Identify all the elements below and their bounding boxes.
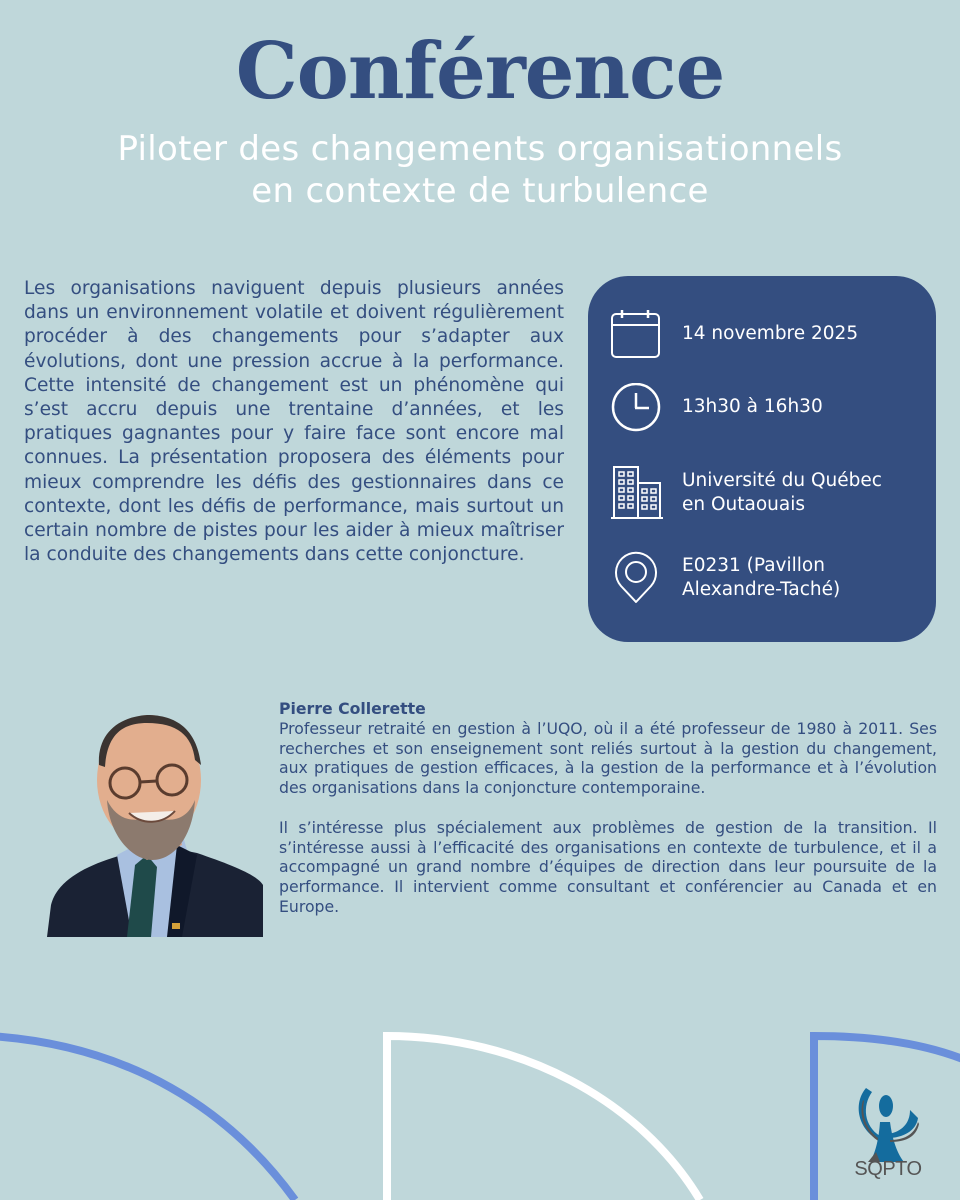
logo-head	[879, 1095, 893, 1117]
event-date: 14 novembre 2025	[682, 323, 859, 344]
building-icon	[610, 465, 664, 521]
subtitle-line-2: en contexte de turbulence	[251, 171, 709, 211]
speaker-photo	[47, 705, 263, 937]
subtitle-line-1: Piloter des changements organisationnels	[117, 129, 843, 169]
bio-paragraph-2: Il s’intéresse plus spécialement aux problèmes de gestion de la transition. Il s’intéresse aussi à l’efficacité des organisations en contexte de turbulence, et il a accompagné un grand nombre d’équipes de direction dans leur poursuite de la performance. Il intervient comme consultant et conférencier au Canada et en Europe.	[279, 817, 937, 916]
speaker-bio	[279, 699, 937, 917]
event-subtitle	[0, 128, 960, 212]
calendar-icon	[610, 310, 662, 360]
room-line-1: E0231 (Pavillon	[682, 555, 825, 576]
center-white-arc	[387, 1036, 700, 1200]
event-time: 13h30 à 16h30	[682, 396, 823, 417]
event-room	[682, 554, 932, 602]
speaker-name: Pierre Collerette	[279, 699, 426, 718]
event-description: Les organisations naviguent depuis plusieurs années dans un environnement volatile et doivent régulièrement procéder à des changements pour s’adapter aux évolutions, dont une pression accrue à la performance. Cette intensité de changement est un phénomène qui s’est accru depuis une trentaine d’années, et les pratiques gagnantes pour y faire face sont encore mal connues. La présentation proposera des éléments pour mieux comprendre les défis des gestionnaires dans ce contexte, dont les défis de performance, mais surtout un certain nombre de pistes pour les aider à mieux maîtriser la conduite des changements dans cette conjoncture.	[24, 278, 564, 566]
left-blue-arc	[0, 1036, 295, 1200]
room-line-2: Alexandre-Taché)	[682, 579, 841, 600]
clock-icon	[610, 383, 662, 433]
venue-line-1: Université du Québec	[682, 470, 882, 491]
page-title: Conférence	[235, 26, 725, 117]
bio-paragraph-1: Professeur retraité en gestion à l’UQO, où il a été professeur de 1980 à 2011. Ses recherches et son enseignement sont reliés surtout à la gestion du changement, aux pratiques de gestion efficaces, à la gestion de la performance et à l’évolution des organisations dans la conjoncture contemporaine.	[279, 718, 937, 798]
venue-line-2: en Outaouais	[682, 494, 806, 515]
event-info-card	[588, 276, 936, 642]
location-pin-icon	[610, 550, 662, 604]
event-venue	[682, 469, 932, 517]
logo-text: SQPTO	[854, 1158, 922, 1180]
